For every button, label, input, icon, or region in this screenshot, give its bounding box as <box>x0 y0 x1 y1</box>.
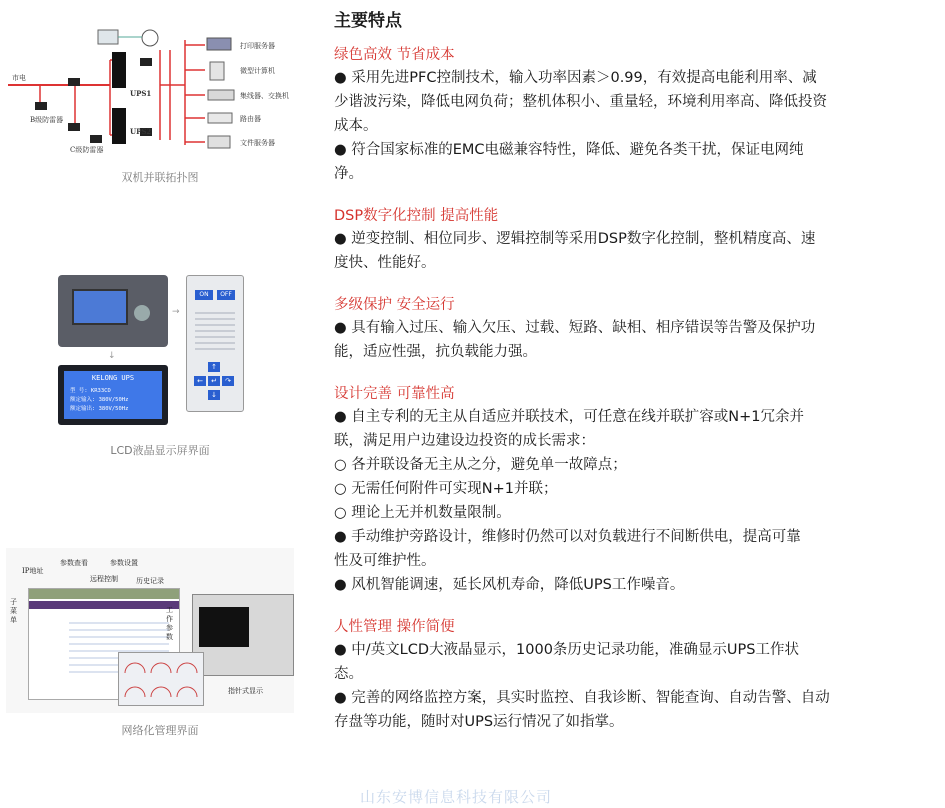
section-text-line: 性及可维护性。 <box>334 553 436 569</box>
network-figure <box>6 548 294 713</box>
section-text-line: 联，满足用户边建设边投资的成长需求： <box>334 433 595 449</box>
section-text-line: ○ 无需任何附件可实现N+1并联； <box>334 481 558 497</box>
label-submenu: 子菜单 <box>10 598 17 624</box>
section-text-line: 少谐波污染，降低电网负荷；整机体积小、重量轻，环境利用率高、降低投资 <box>334 94 827 110</box>
topology-svg <box>0 10 320 165</box>
right-arrow-button[interactable]: ↷ <box>222 376 234 386</box>
sections-container <box>334 43 924 734</box>
feature-section <box>334 43 924 186</box>
section-text-line: ● 自主专利的无主从自适应并联技术，可任意在线并联扩容或N+1冗余并 <box>334 409 804 425</box>
section-text-line: 能，适应性强，抗负载能力强。 <box>334 344 537 360</box>
lcd-screen-line: 型 号: KR33CD <box>70 388 111 394</box>
off-button[interactable]: OFF <box>217 290 235 300</box>
lcd-panel-main <box>58 365 168 425</box>
lcd-arrow-down: ↓ <box>108 351 116 361</box>
page-title: 主要特点 <box>334 11 402 31</box>
section-text-line: ● 风机智能调速，延长风机寿命，降低UPS工作噪音。 <box>334 577 685 593</box>
label-micro-computer: 微型计算机 <box>240 67 275 75</box>
section-text-line: 成本。 <box>334 118 378 134</box>
section-text-line: ○ 各并联设备无主从之分，避免单一故障点； <box>334 457 627 473</box>
gauge-panel <box>118 652 204 706</box>
lcd-screen-title: KELONG UPS <box>91 374 135 382</box>
gauge-svg <box>119 653 203 705</box>
lcd-mini-keys <box>134 305 150 321</box>
section-text-line: ● 符合国家标准的EMC电磁兼容特性，降低、避免各类干扰，保证电网纯 <box>334 142 804 158</box>
label-file-server: 文件服务器 <box>240 139 275 147</box>
lcd-screen-line: 额定输入: 380V/50Hz <box>70 397 129 403</box>
indicator-lights <box>195 308 235 354</box>
section-text-line: ● 中/英文LCD大液晶显示，1000条历史记录功能，准确显示UPS工作状 <box>334 642 799 658</box>
label-remote: 远程控制 <box>90 575 118 583</box>
label-param-view: 参数查看 <box>60 559 88 567</box>
label-needle: 指针式显示 <box>228 687 263 695</box>
label-ups2: UPS2 <box>130 127 152 136</box>
section-text-line: ● 逆变控制、相位同步、逻辑控制等采用DSP数字化控制，整机精度高、速 <box>334 231 816 247</box>
web-ui-tab-bar <box>29 601 179 609</box>
left-arrow-button[interactable]: ← <box>194 376 206 386</box>
section-text-line: 存盘等功能，随时对UPS运行情况了如指掌。 <box>334 714 624 730</box>
feature-section <box>334 293 924 364</box>
section-text-line: ● 采用先进PFC控制技术，输入功率因素＞0.99，有效提高电能利用率、减 <box>334 70 817 86</box>
section-text-line: ● 手动维护旁路设计，维修时仍然可以对负载进行不间断供电，提高可靠 <box>334 529 801 545</box>
section-heading: 绿色高效 节省成本 <box>334 47 455 63</box>
label-b-arrester: B级防雷器 <box>30 116 64 124</box>
section-text-line: 态。 <box>334 666 363 682</box>
label-ups1: UPS1 <box>130 89 152 98</box>
lcd-figure <box>58 275 248 425</box>
lcd-screen-line: 额定输出: 380V/50Hz <box>70 406 129 412</box>
feature-section <box>334 382 924 597</box>
label-ip: IP地址 <box>22 567 44 575</box>
on-button[interactable]: ON <box>195 290 213 300</box>
features-column <box>334 6 924 752</box>
label-param-set: 参数设置 <box>110 559 138 567</box>
topology-diagram <box>0 10 320 165</box>
figure-column <box>0 0 320 808</box>
down-arrow-button[interactable]: ↓ <box>208 390 220 400</box>
watermark: 山东安博信息科技有限公司 <box>360 788 553 806</box>
caption-lcd: LCD液晶显示屏界面 <box>110 444 210 457</box>
feature-section <box>334 615 924 734</box>
label-mains: 市电 <box>12 74 26 82</box>
label-router: 路由器 <box>240 115 261 123</box>
lcd-screen <box>64 371 162 419</box>
section-text-line: 净。 <box>334 166 363 182</box>
section-text-line: ● 具有输入过压、输入欠压、过载、短路、缺相、相序错误等告警及保护功 <box>334 320 816 336</box>
enter-button[interactable]: ↵ <box>208 376 220 386</box>
caption-topology: 双机并联拓扑图 <box>121 171 199 184</box>
caption-network: 网络化管理界面 <box>121 724 199 737</box>
section-heading: 设计完善 可靠性高 <box>334 386 455 402</box>
feature-section <box>334 204 924 275</box>
label-hub-switch: 集线器、交换机 <box>240 92 289 100</box>
up-arrow-button[interactable]: ↑ <box>208 362 220 372</box>
section-heading: 多级保护 安全运行 <box>334 297 455 313</box>
web-ui-menu-bar <box>29 589 179 599</box>
label-c-arrester: C级防雷器 <box>70 146 104 154</box>
section-text-line: ● 完善的网络监控方案，具实时监控、自我诊断、智能查询、自动告警、自动 <box>334 690 830 706</box>
label-history: 历史记录 <box>136 577 164 585</box>
lcd-mini-screen <box>72 289 128 325</box>
label-print-server: 打印服务器 <box>240 42 275 50</box>
section-heading: 人性管理 操作简便 <box>334 619 455 635</box>
lcd-control-panel <box>186 275 244 412</box>
section-text-line: ○ 理论上无并机数量限制。 <box>334 505 511 521</box>
lcd-panel-top <box>58 275 168 347</box>
monitor-screen <box>199 607 249 647</box>
label-work-params: 工作参数 <box>166 606 173 641</box>
monitor-window <box>192 594 294 676</box>
section-heading: DSP数字化控制 提高性能 <box>334 208 499 224</box>
section-text-line: 度快、性能好。 <box>334 255 436 271</box>
lcd-arrow-right: → <box>172 307 180 317</box>
